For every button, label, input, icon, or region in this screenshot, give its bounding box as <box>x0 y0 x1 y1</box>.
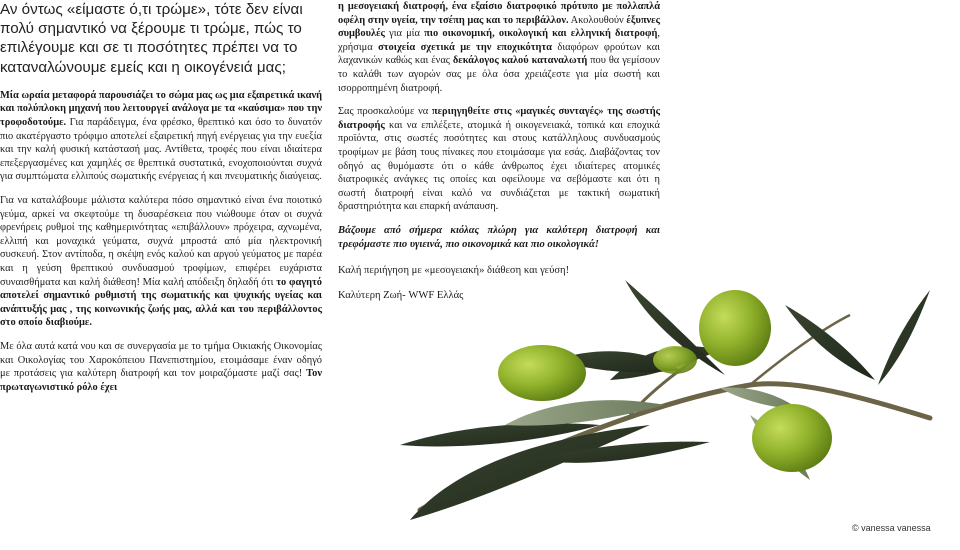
paragraph-text: Για να καταλάβουμε μάλιστα καλύτερα πόσο σημαντικό είναι ένα ποιοτικό γεύμα, αρκεί να σκεφτούμε τη δυσαρέσκεια που νιώθουμε όταν οι συχνά φρενήρεις ρυθμοί της καθημερινότητας «επιβάλλουν» πρόχειρα, αχνωμένα, ελλιπή και μοναχικά γεύματα, συχνά μπροστά από μία ηλεκτρονική συσκευή. Στον αντίποδα, η σκέψη ενός καλού και αργού γεύματος με παρέα και η γεύση θρεπτικού συνδυασμού τροφίμων, επιφέρει ευχάριστα συναισθήματα και καλή διάθεση! Μία καλή απόδειξη δηλαδή ότι <box>0 194 322 288</box>
paragraph-emphasis: πιο οικονομική, οικολογική και ελληνική διατροφή <box>424 28 658 40</box>
paragraph-emphasis: περιηγηθείτε στις «μαγικές συνταγές» της σωστής διατροφής <box>338 106 661 131</box>
paragraph-text: Σας προσκαλούμε να <box>338 106 432 118</box>
signature: Καλύτερη Ζωή- WWF Ελλάς <box>338 290 464 302</box>
paragraph-quality-meal <box>0 194 322 330</box>
paragraph-emphasis: δεκάλογος καλού καταναλωτή <box>452 55 588 67</box>
paragraph-text: Για παράδειγμα, ένα φρέσκο, θρεπτικό και όσο το δυνατόν πιο ακατέργαστο τρόφιμο αποτελεί εξαιρετική πηγή ενέργειας για την ευεξία και την καλή φυσική κατάστασή μας. Αντίθετα, τροφές που είναι ιδιαίτερα επεξεργασμένες και χαμηλές σε θρεπτικά συστατικά, ενοχοποιούνται συχνά για συμπτώματα ελλιπούς σωματικής ενέργειας ή και πνευματικής διαύγειας. <box>0 117 322 183</box>
closing-greeting: Καλή περιήγηση με «μεσογειακή» διάθεση και γεύση! <box>338 264 570 276</box>
paragraph-guide-intro <box>0 340 322 394</box>
paragraph-mediterranean <box>338 0 660 95</box>
photo-credit: © vanessa vanessa <box>852 523 931 533</box>
olive-branch-photo <box>330 210 960 550</box>
paragraph-body-metaphor <box>0 89 322 184</box>
paragraph-lead-bold: Μία ωραία μεταφορά παρουσιάζει το σώμα μας ως μια εξαιρετικά ικανή και πολύπλοκη μηχανή που λειτουργεί ανάλογα με τα «καύσιμα» που την τροφοδοτούμε. <box>0 89 322 128</box>
paragraph-text: για μία <box>384 28 425 40</box>
paragraph-text: που θα γεμίσουν το καλάθι των αγορών σας με όλα όσα χρειάζεστε για μία σωστή και ισορροπημένη διατροφή. <box>338 55 660 94</box>
paragraph-text: διαφόρων φρούτων και λαχανικών καθώς και ένας <box>338 41 660 67</box>
paragraph-invitation <box>338 105 660 214</box>
intro-heading: Αν όντως «είμαστε ό,τι τρώμε», τότε δεν είναι πολύ σημαντικό να ξέρουμε τι τρώμε, πώς το επιλέγουμε και σε τι ποσότητες πρέπει να το καταναλώνουμε εμείς και η οικογένειά μας; <box>0 1 303 76</box>
paragraph-emphasis: στοιχεία σχετικά με την εποχικότητα <box>378 41 552 53</box>
paragraph-text: και να επιλέξετε, ατομικά ή οικογενειακά, τοπικά και εποχικά προϊόντα, στις σωστές ποσότητες και στους κατάλληλους συνδυασμούς τροφίμων με βάση τους πίνακες που ετοιμάσαμε για εσάς. Διαβάζοντας τον οδηγό ας θυμόμαστε ότι ο κάθε άνθρωπος έχει ιδιαίτερες ατομικές διατροφικές ανάγκες τις οποίες και οφείλουμε να σεβόμαστε και ότι η σωστή διατροφή είναι καλό να συνδιάζεται με τακτική σωματική δραστηριότητα και επαρκή ανάπαυση. <box>338 119 660 213</box>
callout-statement: Βάζουμε από σήμερα κιόλας πλώρη για καλύτερη διατροφή και τρεφόμαστε πιο υγιεινά, πιο οικονομικά και πιο οικολογικά! <box>338 224 660 250</box>
paragraph-emphasis: το φαγητό αποτελεί σημαντικό ρυθμιστή της σωματικής και ψυχικής υγείας και ανάπτυξής μας , της κοινωνικής ζωής μας, αλλά και του περιβάλλοντος στο οποίο διαβιούμε. <box>0 276 322 329</box>
paragraph-text: , χρήσιμα <box>338 28 660 53</box>
paragraph-text: Ακολουθούν <box>568 14 627 26</box>
paragraph-emphasis: έξυπνες συμβουλές <box>338 14 660 40</box>
paragraph-text: Με όλα αυτά κατά νου και σε συνεργασία με το τμήμα Οικιακής Οικονομίας και Οικολογίας του Χαροκόπειου Πανεπιστημίου, ετοιμάσαμε έναν οδηγό με προτάσεις για καλύτερη διατροφή και τον μοιραζόμαστε μαζί σας! <box>0 340 322 380</box>
paragraph-emphasis: Τον πρωταγωνιστικό ρόλο έχει <box>0 368 322 393</box>
left-column <box>0 0 322 404</box>
paragraph-emphasis: η μεσογειακή διατροφή, ένα εξαίσιο διατροφικό πρότυπο με πολλαπλά οφέλη στην υγεία, την τσέπη μας και το περιβάλλον. <box>338 1 660 26</box>
